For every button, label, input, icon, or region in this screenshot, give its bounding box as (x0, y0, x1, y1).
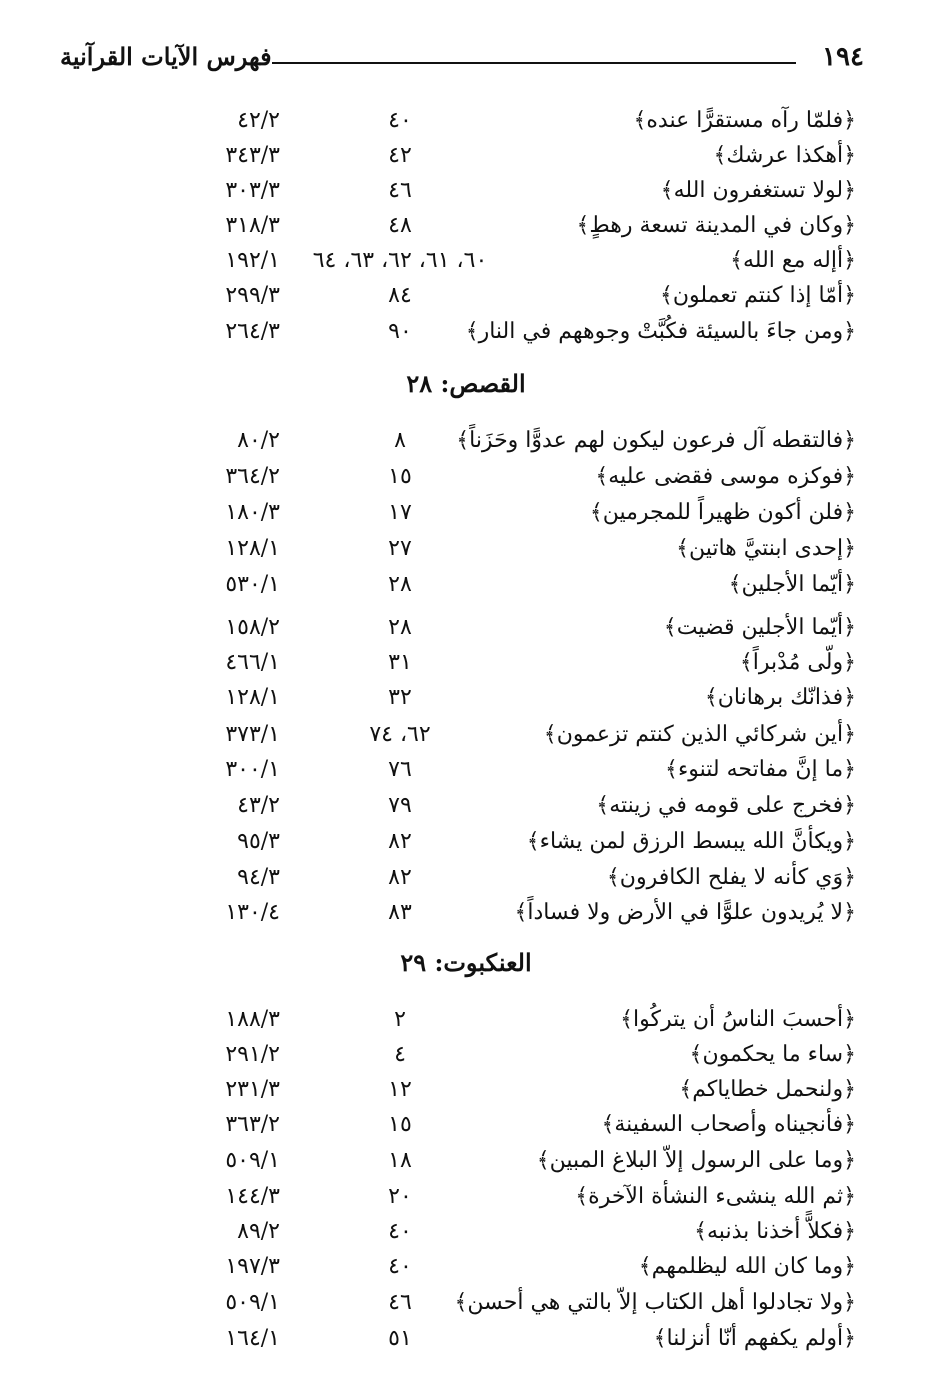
volume-page-ref: ١٤٤/٣ (225, 1184, 280, 1209)
verse-number: ٧٦ (388, 757, 412, 782)
volume-page-ref: ٤٢/٢ (237, 108, 280, 133)
verse-number: ٨٣ (388, 900, 412, 925)
ayah-text: ﴿ولا تجادلوا أهل الكتاب إلاّ بالتي هي أحسن﴾ (454, 1290, 856, 1315)
verse-number: ٣١ (388, 650, 412, 675)
volume-page-ref: ١٨٨/٣ (225, 1007, 280, 1032)
verse-number: ٤ (394, 1042, 406, 1067)
volume-page-ref: ١٢٨/١ (225, 685, 280, 710)
index-row (0, 496, 932, 530)
verse-number: ١٧ (388, 500, 412, 525)
verse-number: ٧٩ (388, 793, 412, 818)
volume-page-ref: ٥٠٩/١ (225, 1290, 280, 1315)
volume-page-ref: ٢٩٩/٣ (225, 283, 280, 308)
volume-page-ref: ٩٥/٣ (237, 829, 280, 854)
index-row (0, 1073, 932, 1107)
ayah-text: ﴿لا يُريدون علوًّا في الأرض ولا فساداً﴾ (514, 900, 856, 925)
verse-number: ٣٢ (388, 685, 412, 710)
verse-number: ٢٨ (388, 615, 412, 640)
volume-page-ref: ١٨٠/٣ (225, 500, 280, 525)
volume-page-ref: ٩٤/٣ (237, 865, 280, 890)
volume-page-ref: ١٣٠/٤ (225, 900, 280, 925)
ayah-text: ﴿أين شركائي الذين كنتم تزعمون﴾ (543, 722, 856, 747)
index-row (0, 1322, 932, 1356)
index-row (0, 646, 932, 680)
verse-number: ٢٨ (388, 572, 412, 597)
index-row (0, 681, 932, 715)
verse-number: ٨٢ (388, 865, 412, 890)
index-row (0, 861, 932, 895)
ayah-text: ﴿ولنحمل خطاياكم﴾ (679, 1077, 856, 1102)
volume-page-ref: ٢٦٤/٣ (225, 319, 280, 344)
ayah-text: ﴿ثم الله ينشىء النشأة الآخرة﴾ (575, 1184, 856, 1209)
verse-number: ٢٠ (388, 1184, 412, 1209)
volume-page-ref: ١٢٨/١ (225, 536, 280, 561)
volume-page-ref: ٢٣١/٣ (225, 1077, 280, 1102)
verse-number: ٦٢، ٧٤ (369, 722, 431, 747)
index-row (0, 1286, 932, 1320)
volume-page-ref: ١٥٨/٢ (225, 615, 280, 640)
index-row (0, 1144, 932, 1178)
ayah-text: ﴿أحسبَ الناسُ أن يتركُوا﴾ (620, 1007, 856, 1032)
ayah-text: ﴿وَي كأنه لا يفلح الكافرون﴾ (606, 865, 856, 890)
ayah-text: ﴿فوكزه موسى فقضى عليه﴾ (595, 464, 856, 489)
ayah-text: ﴿فلمّا رآه مستقرًّا عنده﴾ (633, 108, 856, 133)
verse-number: ١٥ (388, 1112, 412, 1137)
verse-number: ٨٢ (388, 829, 412, 854)
volume-page-ref: ١٩٢/١ (225, 248, 280, 273)
volume-page-ref: ١٩٧/٣ (225, 1254, 280, 1279)
index-row (0, 1215, 932, 1249)
volume-page-ref: ٣١٨/٣ (225, 213, 280, 238)
index-row (0, 718, 932, 752)
volume-page-ref: ٣٧٣/١ (225, 722, 280, 747)
volume-page-ref: ٨٠/٢ (237, 428, 280, 453)
index-row (0, 789, 932, 823)
index-row (0, 209, 932, 243)
ayah-text: ﴿فأنجيناه وأصحاب السفينة﴾ (601, 1112, 856, 1137)
index-row (0, 896, 932, 930)
index-row (0, 1003, 932, 1037)
index-row (0, 532, 932, 566)
volume-page-ref: ١٦٤/١ (225, 1326, 280, 1351)
verse-number: ٥١ (388, 1326, 412, 1351)
ayah-text: ﴿أيّما الأجلين﴾ (728, 572, 856, 597)
ayah-text: ﴿أيّما الأجلين قضيت﴾ (663, 615, 856, 640)
ayah-text: ﴿إحدى ابنتيَّ هاتين﴾ (676, 536, 856, 561)
page-header (60, 38, 872, 82)
ayah-text: ﴿ساء ما يحكمون﴾ (689, 1042, 856, 1067)
index-row (0, 1108, 932, 1142)
index-row (0, 279, 932, 313)
verse-number: ٨ (394, 428, 406, 453)
volume-page-ref: ٤٦٦/١ (225, 650, 280, 675)
ayah-text: ﴿فالتقطه آل فرعون ليكون لهم عدوًّا وحَزَناً﴾ (456, 428, 856, 453)
ayah-text: ﴿ويكأنَّ الله يبسط الرزق لمن يشاء﴾ (526, 829, 856, 854)
volume-page-ref: ٣٦٣/٢ (225, 1112, 280, 1137)
volume-page-ref: ٤٣/٢ (237, 793, 280, 818)
ayah-text: ﴿وما كان الله ليظلمهم﴾ (638, 1254, 856, 1279)
verse-number: ٤٢ (388, 143, 412, 168)
index-row (0, 244, 932, 278)
verse-number: ٤٨ (388, 213, 412, 238)
verse-number: ٢٧ (388, 536, 412, 561)
volume-page-ref: ٣٤٣/٣ (225, 143, 280, 168)
index-row (0, 1038, 932, 1072)
ayah-text: ﴿أإله مع الله﴾ (730, 248, 856, 273)
verse-number: ٤٦ (388, 178, 412, 203)
verse-number: ١٨ (388, 1148, 412, 1173)
index-row (0, 139, 932, 173)
ayah-text: ﴿لولا تستغفرون الله﴾ (660, 178, 856, 203)
volume-page-ref: ٥٣٠/١ (225, 572, 280, 597)
verse-number: ٩٠ (388, 319, 412, 344)
index-row (0, 611, 932, 645)
ayah-text: ﴿فلن أكون ظهيراً للمجرمين﴾ (589, 500, 856, 525)
ayah-text: ﴿وما على الرسول إلاّ البلاغ المبين﴾ (536, 1148, 856, 1173)
surah-heading: القصص: ٢٨ (406, 369, 526, 398)
volume-page-ref: ٣٠٠/١ (225, 757, 280, 782)
volume-page-ref: ٣٦٤/٢ (225, 464, 280, 489)
ayah-text: ﴿ولّى مُدْبراً﴾ (739, 650, 856, 675)
verse-number: ٦٠، ٦١، ٦٢، ٦٣، ٦٤ (312, 248, 488, 273)
ayah-text: ﴿ومن جاءَ بالسيئة فكُبَّتْ وجوههم في النار﴾ (465, 319, 856, 344)
index-row (0, 1250, 932, 1284)
index-row (0, 568, 932, 602)
index-row (0, 1180, 932, 1214)
ayah-text: ﴿فكلاًّ أخذنا بذنبه﴾ (694, 1219, 856, 1244)
index-row (0, 174, 932, 208)
index-row (0, 460, 932, 494)
header-rule (272, 62, 796, 64)
ayah-text: ﴿ما إنَّ مفاتحه لتنوء﴾ (665, 757, 856, 782)
index-row (0, 825, 932, 859)
verse-number: ٢ (394, 1007, 406, 1032)
verse-number: ٤٠ (388, 1219, 412, 1244)
index-row (0, 424, 932, 458)
verse-number: ١٢ (388, 1077, 412, 1102)
surah-heading: العنكبوت: ٢٩ (400, 948, 532, 977)
index-row (0, 315, 932, 349)
ayah-text: ﴿وكان في المدينة تسعة رهطٍ﴾ (576, 213, 856, 238)
volume-page-ref: ٣٠٣/٣ (225, 178, 280, 203)
verse-number: ٤٠ (388, 108, 412, 133)
verse-number: ٤٦ (388, 1290, 412, 1315)
page-number: ١٩٤ (822, 42, 864, 72)
volume-page-ref: ٨٩/٢ (237, 1219, 280, 1244)
verse-number: ١٥ (388, 464, 412, 489)
volume-page-ref: ٥٠٩/١ (225, 1148, 280, 1173)
index-row (0, 104, 932, 138)
ayah-text: ﴿فذانّك برهانان﴾ (704, 685, 856, 710)
ayah-text: ﴿أولم يكفهم أنّا أنزلنا﴾ (653, 1326, 856, 1351)
index-row (0, 753, 932, 787)
volume-page-ref: ٢٩١/٢ (225, 1042, 280, 1067)
ayah-text: ﴿أهكذا عرشك﴾ (713, 143, 856, 168)
ayah-text: ﴿أمّا إذا كنتم تعملون﴾ (659, 283, 856, 308)
running-title: فهرس الآيات القرآنية (60, 42, 272, 71)
verse-number: ٨٤ (388, 283, 412, 308)
ayah-text: ﴿فخرج على قومه في زينته﴾ (596, 793, 856, 818)
verse-number: ٤٠ (388, 1254, 412, 1279)
